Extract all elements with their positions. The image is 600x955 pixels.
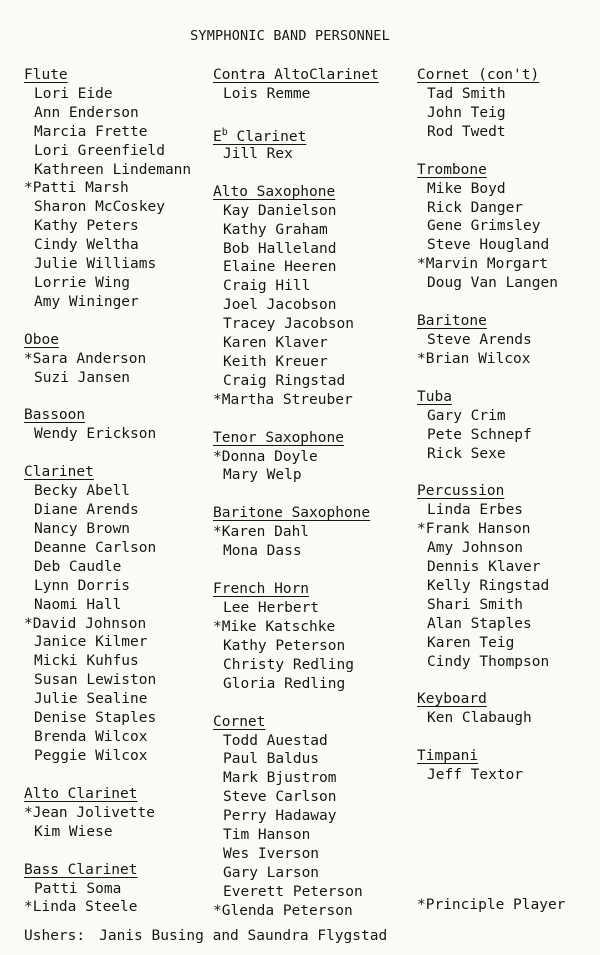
member-name: Tracey Jacobson [223,316,354,333]
section-heading [417,161,487,180]
member-name: Linda Erbes [427,502,524,519]
instrument-section [24,406,191,444]
member-name: Naomi Hall [34,596,122,613]
instrument-section [213,123,379,164]
member-name: Doug Van Langen [427,275,558,292]
member-name: Cindy Weltha [34,237,139,254]
member-name: Kathy Peterson [223,637,346,654]
member-name: John Teig [427,104,506,121]
page-title: SYMPHONIC BAND PERSONNEL [190,28,390,44]
member-name: Lois Remme [223,86,311,102]
column-1 [24,66,191,936]
member-list [24,880,191,918]
member-name: Mary Welp [223,467,302,484]
member-name: Steve Hougland [427,237,550,254]
heading-text: Percussion [417,483,505,500]
member-list [24,85,191,312]
section-heading [213,66,379,85]
member-name: Lynn Dorris [34,577,131,594]
section-heading [417,66,539,85]
instrument-section [24,463,191,765]
member-name: Perry Hadaway [223,808,337,825]
member-name: Craig Hill [223,278,311,295]
member-name: Patti Soma [34,880,122,897]
member-name: Karen Klaver [223,335,328,352]
section-heading [213,713,265,732]
heading-text: Flute [24,67,68,83]
member-name: Gary Larson [223,864,320,881]
heading-text: Alto Saxophone [213,183,336,200]
section-heading [24,463,94,482]
member-name: Mona Dass [223,543,302,560]
member-name: *Sara Anderson [24,350,147,367]
member-name: *Jean Jolivette [24,804,155,821]
member-list [213,599,379,693]
instrument-section [417,312,558,369]
member-list [24,482,191,765]
member-name: *Marvin Morgart [417,256,548,273]
member-name: Julie Sealine [34,691,148,708]
heading-text: Baritone [417,313,487,330]
section-heading [213,429,344,448]
member-list [417,180,558,293]
section-heading [24,331,59,350]
section-heading [417,690,487,709]
member-name: Tim Hanson [223,827,311,844]
member-list [24,804,191,842]
member-name: *Patti Marsh [24,180,129,197]
heading-prefix-superscript: b [221,126,228,138]
section-heading [213,123,307,145]
member-name: Tad Smith [427,86,506,102]
member-list [24,425,191,444]
member-name: *Mike Katschke [213,619,336,636]
member-name: Steve Carlson [223,789,337,806]
member-name: *Martha Streuber [213,391,353,408]
member-name: Micki Kuhfus [34,653,139,670]
member-name: Ann Enderson [34,104,139,121]
heading-text: Tenor Saxophone [213,429,344,446]
member-name: Kathy Graham [223,221,328,238]
member-name: Bob Halleland [223,240,337,257]
heading-prefix: E [213,128,222,145]
heading-text: Tuba [417,388,452,405]
member-list [417,709,558,728]
member-name: Elaine Heeren [223,259,337,276]
member-name: Karen Teig [427,634,515,651]
member-name: Craig Ringstad [223,372,346,389]
instrument-section [24,66,191,312]
heading-text: Bassoon [24,407,86,424]
member-list [213,85,379,104]
ushers-line [24,928,387,944]
member-name: Ken Clabaugh [427,710,532,727]
member-list [417,501,558,671]
member-list [213,523,379,561]
section-heading [213,580,309,599]
heading-text: Trombone [417,161,487,178]
section-heading [417,747,478,766]
member-name: Mike Boyd [427,180,506,197]
member-name: Janice Kilmer [34,634,148,651]
member-name: Paul Baldus [223,751,320,768]
instrument-section [417,388,558,464]
member-name: Amy Wininger [34,293,139,310]
member-name: *Donna Doyle [213,448,318,465]
member-name: Kim Wiese [34,823,113,840]
member-name: Amy Johnson [427,540,524,557]
instrument-section [417,66,558,142]
member-name: Brenda Wilcox [34,728,148,745]
member-name: Gene Grimsley [427,218,541,235]
member-name: Christy Redling [223,656,354,673]
column-2 [213,66,379,940]
member-name: Steve Arends [427,332,532,349]
instrument-section [213,66,379,104]
member-name: Rick Danger [427,199,524,216]
member-name: Jeff Textor [427,767,524,784]
member-list [417,85,558,142]
member-list [417,407,558,464]
member-name: Kay Danielson [223,202,337,219]
member-name: Diane Arends [34,502,139,519]
member-name: Alan Staples [427,615,532,632]
section-heading [213,504,370,523]
member-name: *David Johnson [24,615,147,632]
ushers-names: Janis Busing and Saundra Flygstad [99,928,388,944]
member-list [417,331,558,369]
instrument-section [24,331,191,388]
member-name: Everett Peterson [223,883,363,900]
member-name: Gary Crim [427,407,506,424]
member-name: Sharon McCoskey [34,199,165,216]
section-heading [417,388,452,407]
section-heading [24,785,138,804]
member-name: Suzi Jansen [34,369,131,386]
instrument-section [213,183,379,410]
member-name: Nancy Brown [34,521,131,538]
member-name: Deanne Carlson [34,540,157,557]
heading-text: Keyboard [417,691,487,708]
member-name: *Frank Hanson [417,521,531,538]
member-name: Lori Greenfield [34,142,165,159]
instrument-section [417,482,558,671]
heading-text: Clarinet [236,128,307,145]
section-heading [24,406,85,425]
section-heading [417,312,487,331]
member-name: Deb Caudle [34,558,122,575]
member-list [213,145,379,164]
instrument-section [213,713,379,921]
member-name: Mark Bjustrom [223,770,337,787]
section-heading [417,482,504,501]
member-list [213,202,379,410]
principal-player-footnote: *Principle Player [417,897,566,913]
heading-text: Contra AltoClarinet [213,67,379,83]
member-name: *Linda Steele [24,899,138,916]
member-name: Kelly Ringstad [427,578,550,595]
member-name: Peggie Wilcox [34,747,148,764]
member-name: Dennis Klaver [427,559,541,576]
heading-text: Baritone Saxophone [213,505,371,522]
member-name: Lee Herbert [223,600,320,617]
member-name: Todd Auestad [223,732,328,749]
column-3 [417,66,558,804]
instrument-section [417,690,558,728]
heading-text: French Horn [213,581,310,598]
heading-text: Oboe [24,331,59,348]
section-heading [24,66,68,85]
member-name: Wendy Erickson [34,426,157,443]
member-name: Joel Jacobson [223,297,337,314]
member-name: Pete Schnepf [427,426,532,443]
instrument-section [417,747,558,785]
heading-text: Bass Clarinet [24,861,138,878]
member-name: Rick Sexe [427,445,506,462]
member-name: Cindy Thompson [427,653,550,670]
section-heading [213,183,335,202]
heading-text: Cornet [213,713,266,730]
heading-text: Clarinet [24,464,94,481]
instrument-section [24,785,191,842]
instrument-section [417,161,558,293]
member-name: Becky Abell [34,483,131,500]
member-name: Jill Rex [223,145,293,162]
member-list [417,766,558,785]
heading-text: Alto Clarinet [24,785,138,802]
section-heading [24,861,138,880]
heading-text: Cornet (con't) [417,67,540,83]
member-name: Wes Iverson [223,845,320,862]
instrument-section [213,580,379,693]
member-name: Marcia Frette [34,123,148,140]
member-name: Gloria Redling [223,675,346,692]
member-list [213,732,379,921]
member-name: *Brian Wilcox [417,350,531,367]
member-name: *Glenda Peterson [213,902,353,919]
member-name: Lorrie Wing [34,274,131,291]
member-name: Shari Smith [427,596,524,613]
heading-text: Timpani [417,748,479,765]
member-name: Lori Eide [34,86,113,102]
member-name: Kathreen Lindemann [34,161,192,178]
instrument-section [213,429,379,486]
instrument-section [24,861,191,918]
member-name: Denise Staples [34,710,157,727]
member-list [24,350,191,388]
member-name: Susan Lewiston [34,672,157,689]
member-name: Julie Williams [34,256,157,273]
member-name: Keith Kreuer [223,353,328,370]
member-name: *Karen Dahl [213,524,310,541]
member-name: Rod Twedt [427,123,506,140]
ushers-label: Ushers: [24,928,86,944]
member-list [213,448,379,486]
instrument-section [213,504,379,561]
member-name: Kathy Peters [34,218,139,235]
